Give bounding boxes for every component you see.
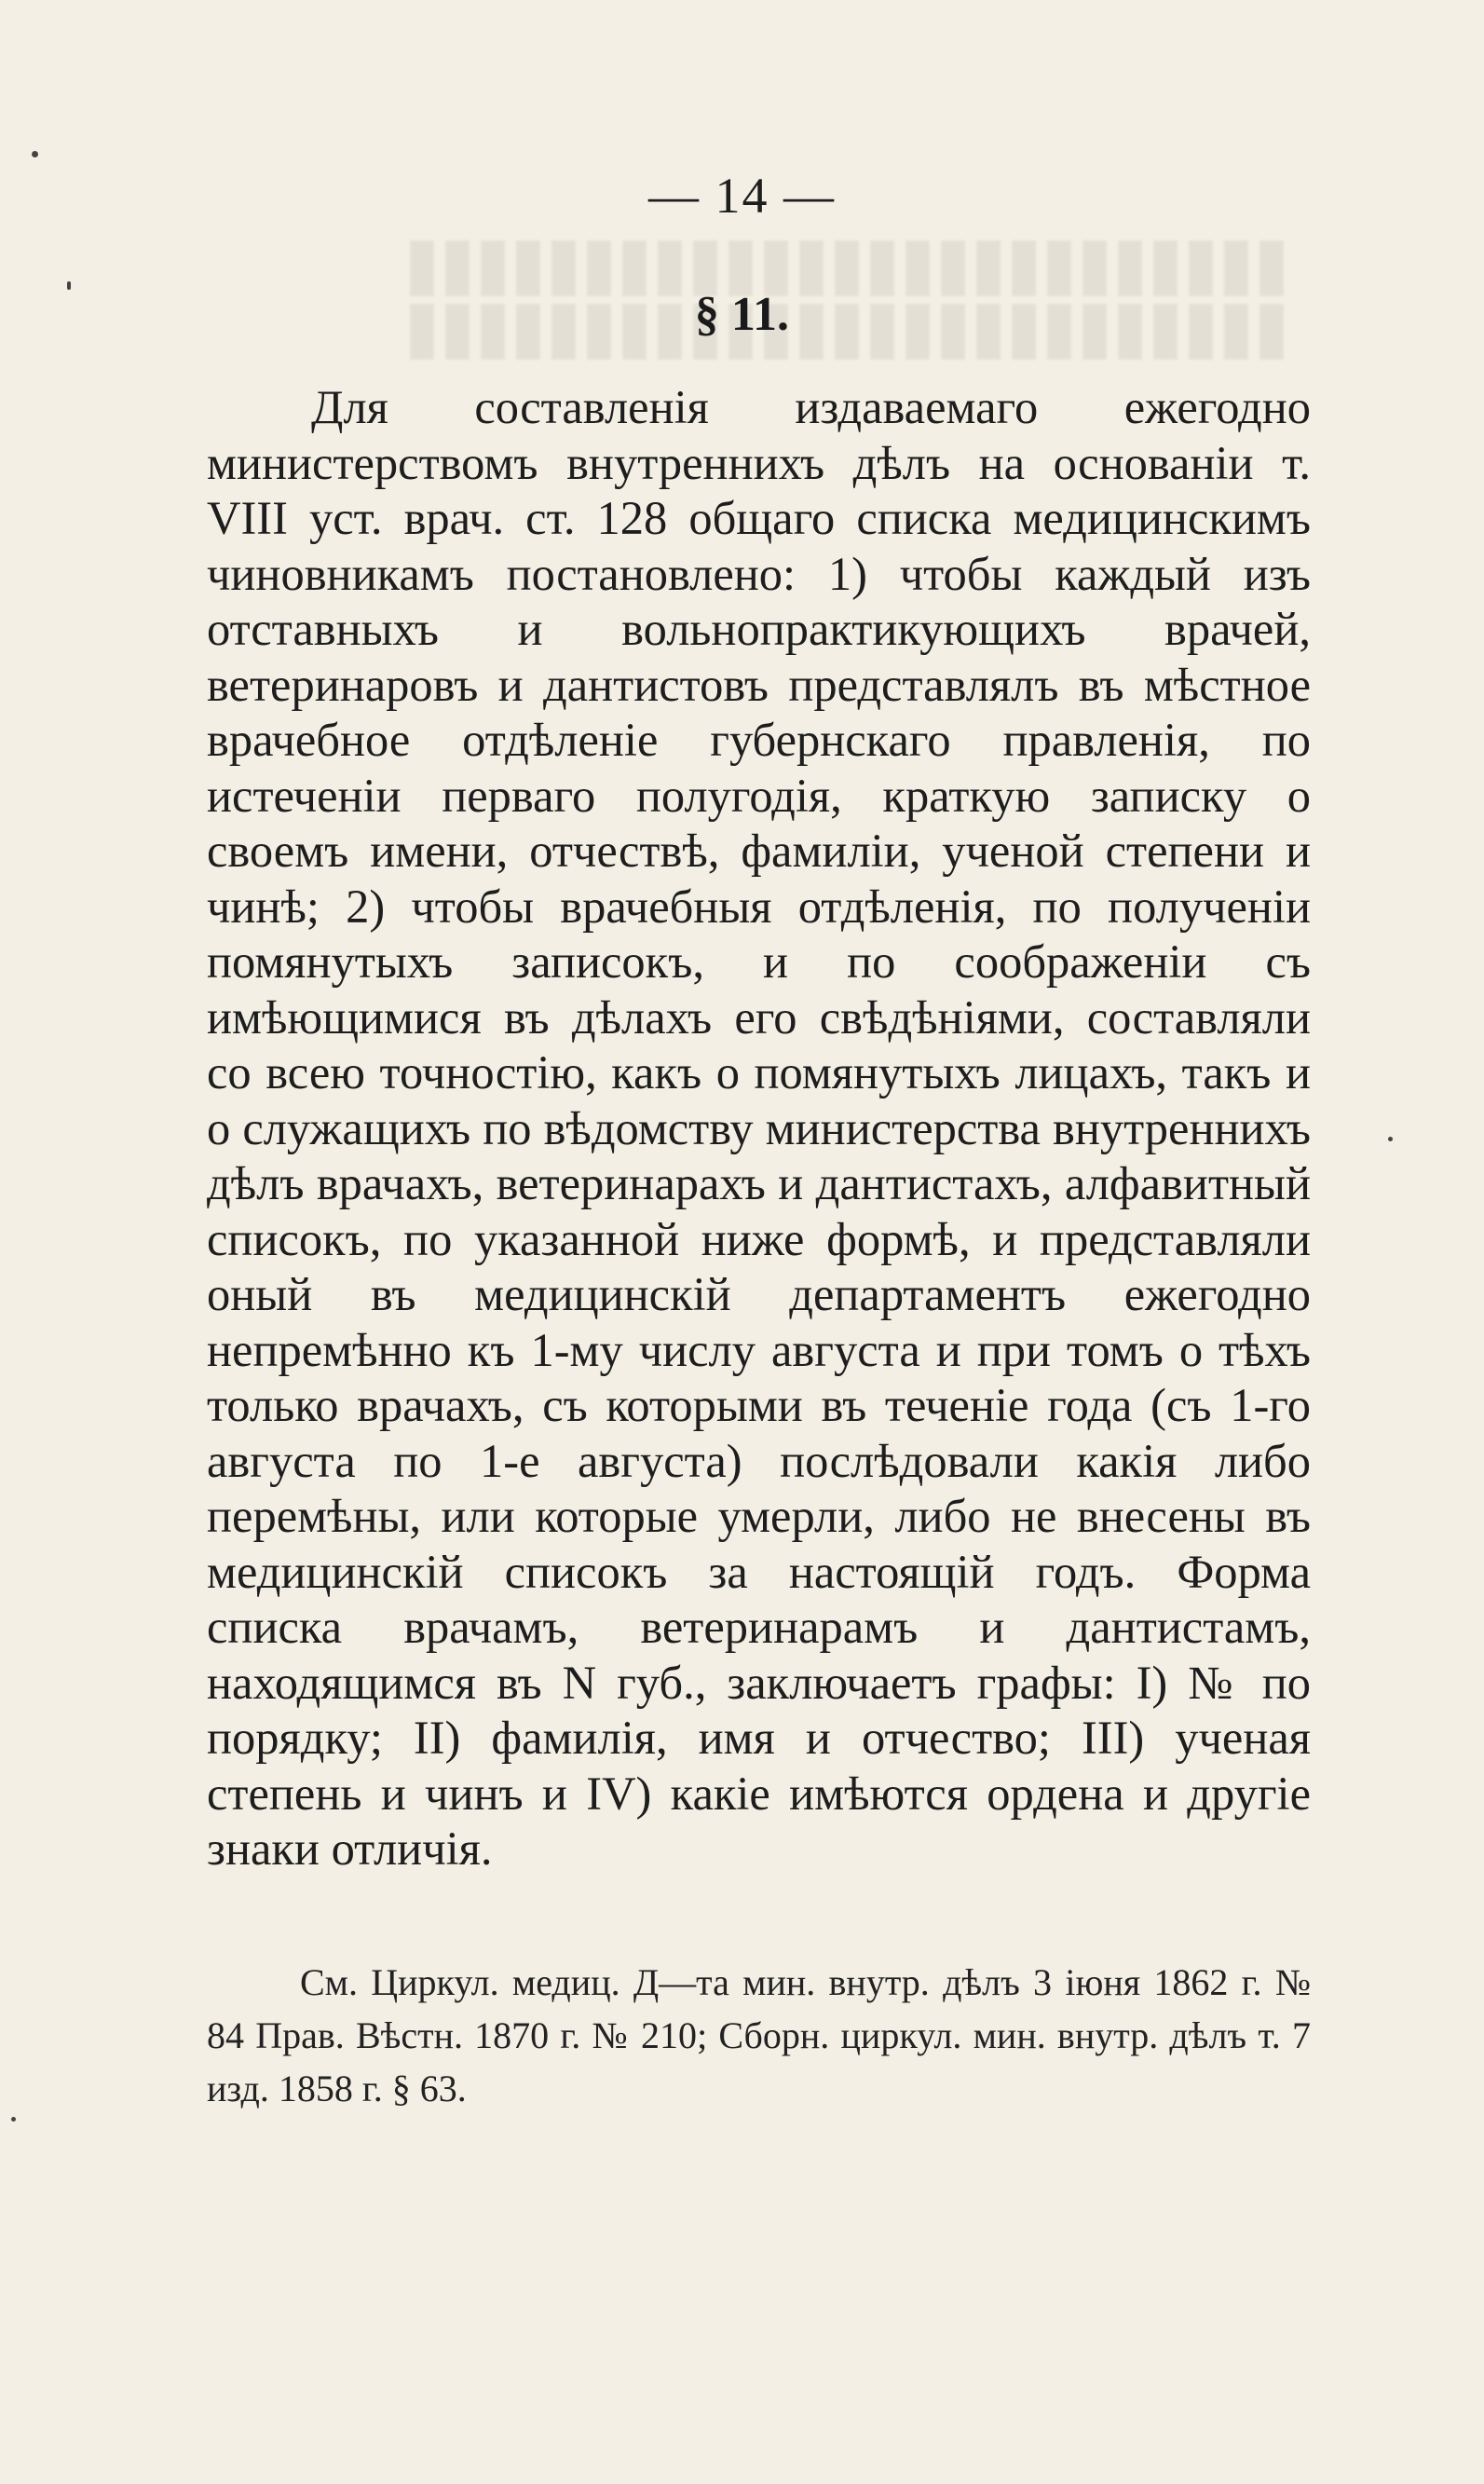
speck-mark (11, 2117, 16, 2122)
paragraph-text: Для составленія издаваемаго ежегодно министерствомъ внутреннихъ дѣлъ на основаніи т. VIII уст. врач. ст. 128 общаго списка медицинскимъ чиновникамъ постановлено: 1) чтобы каждый изъ отставныхъ и вольнопрактикующихъ врачей, ветеринаровъ и дантистовъ представлялъ въ мѣстное врачебное отдѣленіе губернскаго правленія, по истеченіи перваго полугодія, краткую записку о своемъ имени, отчествѣ, фамиліи, ученой степени и чинѣ; 2) чтобы врачебныя отдѣленія, по полученіи помянутыхъ записокъ, и по соображеніи съ имѣющимися въ дѣлахъ его свѣдѣніями, составляли со всею точностію, какъ о помянутыхъ лицахъ, такъ и о служащихъ по вѣдомству министерства внутреннихъ дѣлъ врачахъ, ветеринарахъ и дантистахъ, алфавитный списокъ, по указанной ниже формѣ, и представляли оный въ медицинскій департаментъ ежегодно непремѣнно къ 1-му числу августа и при томъ о тѣхъ только врачахъ, съ которыми въ теченіе года (съ 1-го августа по 1-е августа) послѣдовали какія либо перемѣны, или которые умерли, либо не внесены въ медицинскій списокъ за настоящій годъ. Форма списка врачамъ, ветеринарамъ и дантистамъ, находящимся въ N губ., заключаетъ графы: I) № по порядку; II) фамилія, имя и отчество; III) ученая степень и чинъ и IV) какіе имѣются ордена и другіе знаки отличія. (207, 381, 1311, 1875)
page-number: — 14 — (648, 168, 836, 224)
section-title: § 11. (694, 288, 790, 341)
main-paragraph (207, 380, 1311, 1877)
speck-mark (1388, 1137, 1393, 1141)
speck-mark (32, 151, 38, 157)
reference-note: См. Циркул. медиц. Д—та мин. внутр. дѣлъ 3 іюня 1862 г. № 84 Прав. Вѣстн. 1870 г. № 210; Сборн. циркул. мин. внутр. дѣлъ т. 7 изд. 1858 г. § 63. (207, 1961, 1311, 2109)
